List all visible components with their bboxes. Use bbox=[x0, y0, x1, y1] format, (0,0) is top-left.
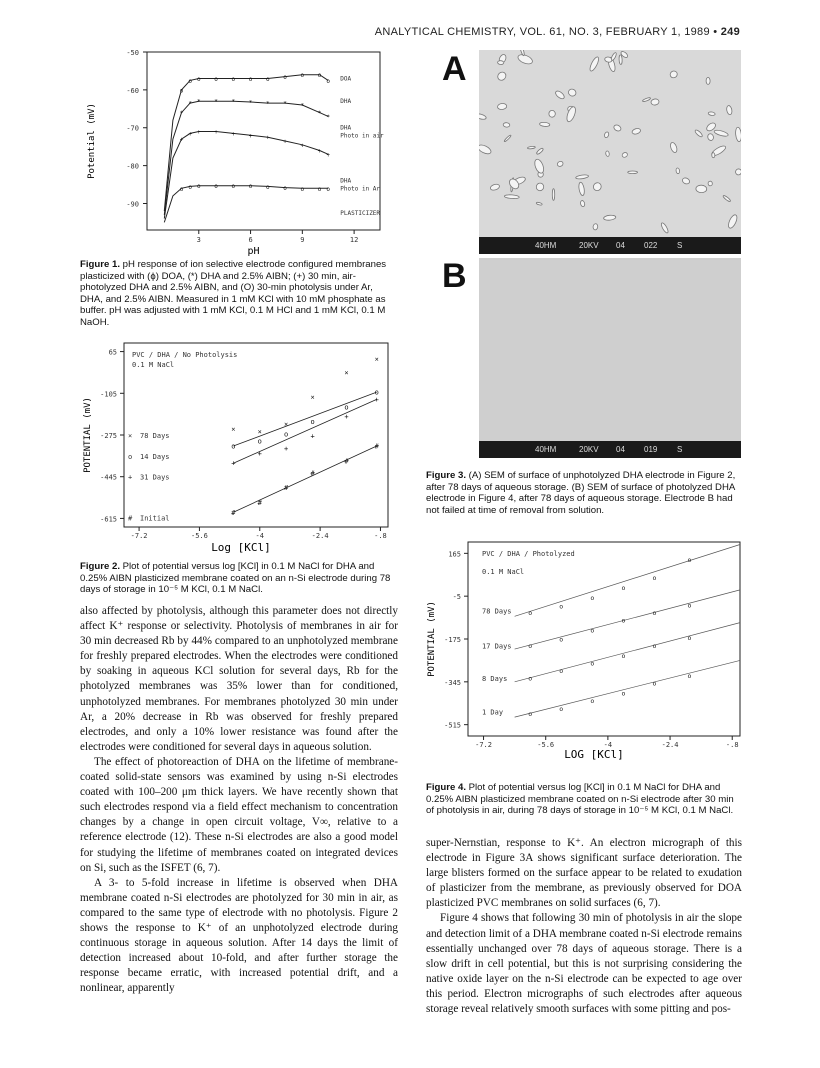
data-point: # bbox=[257, 498, 262, 507]
y-tick-label: -515 bbox=[444, 721, 461, 730]
data-point: o bbox=[528, 609, 533, 618]
surface-blister bbox=[497, 103, 507, 110]
data-point: o bbox=[652, 679, 657, 688]
data-point: + bbox=[374, 395, 379, 404]
data-point: # bbox=[231, 508, 236, 517]
surface-blister bbox=[669, 142, 678, 154]
x-tick-label: -2.4 bbox=[661, 741, 679, 749]
data-point: + bbox=[196, 129, 201, 137]
surface-blister bbox=[552, 189, 554, 201]
x-tick-label: -2.4 bbox=[311, 532, 329, 540]
y-tick-label: 65 bbox=[108, 348, 117, 357]
y-tick-label: -60 bbox=[126, 86, 139, 95]
data-point: o bbox=[284, 430, 289, 439]
y-tick-label: -50 bbox=[126, 49, 139, 57]
data-point: o bbox=[326, 185, 331, 193]
data-point: + bbox=[266, 134, 270, 142]
y-tick-label: -275 bbox=[100, 432, 117, 440]
data-point: o bbox=[621, 651, 626, 660]
data-point: o bbox=[374, 388, 379, 397]
series-label: DOA bbox=[340, 75, 352, 83]
surface-blister bbox=[735, 127, 741, 142]
surface-blister bbox=[517, 53, 534, 66]
x-tick-label: -.8 bbox=[374, 532, 387, 540]
surface-blister bbox=[619, 55, 622, 65]
sem-b-s: S bbox=[677, 445, 683, 454]
figure4-caption bbox=[426, 782, 742, 817]
surface-blister bbox=[726, 105, 733, 115]
surface-blister bbox=[694, 129, 703, 138]
figure1-chart bbox=[80, 44, 392, 256]
data-point: * bbox=[214, 98, 218, 106]
data-point: o bbox=[317, 72, 322, 80]
data-point: o bbox=[300, 72, 305, 80]
surface-blister bbox=[504, 135, 512, 143]
data-point: * bbox=[326, 113, 331, 121]
series-label: PLASTICIZER bbox=[340, 209, 381, 217]
surface-blister bbox=[549, 110, 556, 117]
series-fit-line bbox=[515, 623, 740, 682]
surface-blister bbox=[669, 70, 678, 79]
sem-a-blisters bbox=[479, 50, 741, 237]
surface-blister bbox=[527, 146, 535, 149]
sem-b-scale-bar bbox=[479, 441, 741, 458]
y-tick-label: -175 bbox=[444, 636, 461, 644]
data-point: o bbox=[196, 76, 201, 84]
data-point: # bbox=[374, 442, 379, 451]
data-point: o bbox=[266, 76, 270, 84]
data-point: o bbox=[590, 659, 595, 668]
legend-label: 31 Days bbox=[140, 473, 170, 482]
y-tick-label: -80 bbox=[126, 162, 139, 171]
surface-blister bbox=[734, 168, 741, 176]
data-point: + bbox=[214, 129, 218, 137]
chart-title-line1: PVC / DHA / No Photolysis bbox=[132, 351, 238, 359]
data-point: o bbox=[687, 556, 692, 565]
data-point: o bbox=[652, 609, 657, 618]
x-axis-label: Log [KCl] bbox=[211, 541, 271, 554]
sem-a-kv: 20KV bbox=[579, 241, 599, 250]
surface-blister bbox=[479, 143, 492, 155]
y-axis-label: POTENTIAL (mV) bbox=[83, 397, 93, 473]
data-point: + bbox=[300, 142, 305, 150]
data-point: o bbox=[326, 77, 331, 85]
data-point: * bbox=[283, 100, 287, 108]
surface-blister bbox=[504, 194, 519, 199]
surface-blister bbox=[567, 88, 577, 97]
legend-marker: # bbox=[128, 514, 133, 523]
x-tick-label: -7.2 bbox=[130, 532, 148, 540]
x-tick-label: 9 bbox=[300, 236, 305, 244]
y-tick-label: -345 bbox=[444, 678, 461, 687]
sem-b-mag: 04 bbox=[616, 445, 625, 454]
data-point: o bbox=[652, 573, 657, 582]
journal-citation: ANALYTICAL CHEMISTRY, VOL. 61, NO. 3, FEBRUARY 1, 1989 bbox=[374, 26, 710, 38]
data-point: × bbox=[231, 425, 236, 434]
figure4-chart bbox=[424, 536, 742, 760]
sem-b-scale: 40HM bbox=[535, 445, 557, 454]
paragraph: also affected by photolysis, although this parameter does not directly affect K⁺ response or selectivity. Photolysis of membranes in air for 30 min decreased Rb by 44% compared to an unphotolyzed membrane for freshly prepared electrodes. When the electrodes were conditioned by soaking in aqueous KCl solution for several days, Rb for the photolyzed membranes was 35% lower than for conditioned, unphotolyzed membranes. For membranes photolyzed 30 min under Ar, a 20% decrease in Rb was observed for freshly prepared electrodes, and only a 10% lower resistance was found after the electrodes were conditioned for several days in aqueous solution. bbox=[80, 605, 398, 753]
surface-blister bbox=[727, 214, 739, 230]
paragraph: The effect of photoreaction of DHA on the lifetime of membrane-coated solid-state sensors was examined by using n-Si electrodes coated with 100–200 μm thick layers. We have recently shown that such electrodes respond via a field effect mechanism to concentration changes by a change in open circuit voltage, V∞, relative to a reference electrode (12). These n-Si electrodes are also a good model for studying the lifetime of membranes coated on integrated devices on Si, such as the ISFET (6, 7). bbox=[80, 755, 398, 874]
surface-blister bbox=[722, 195, 731, 203]
series-fit-line bbox=[515, 660, 740, 717]
sem-image-a bbox=[479, 50, 741, 254]
surface-blister bbox=[580, 200, 585, 207]
series-fit-line bbox=[233, 392, 376, 446]
data-point: + bbox=[231, 130, 236, 138]
paragraph: super-Nernstian, response to K⁺. An electron micrograph of this electrode in Figure 3A shows significant surface deterioration. The large blisters formed on the surface appear to be related to exudation of plasticizer from the membrane, as previously observed for DOA plasticized PVC membranes on solid surfaces (6, 7). bbox=[426, 837, 742, 910]
series-label: DHA bbox=[340, 98, 352, 106]
data-point: o bbox=[528, 709, 533, 718]
y-tick-label: -615 bbox=[100, 515, 117, 524]
data-point: o bbox=[188, 183, 192, 191]
surface-blister bbox=[706, 77, 710, 84]
surface-blister bbox=[696, 185, 707, 193]
surface-blister bbox=[588, 56, 600, 72]
surface-blister bbox=[628, 171, 638, 174]
y-tick-label: 165 bbox=[448, 550, 461, 559]
data-point: o bbox=[317, 185, 322, 193]
right-column-text bbox=[426, 836, 742, 1017]
series-line bbox=[164, 98, 331, 215]
figure2-caption-text: Plot of potential versus log [KCl] in 0.1 M NaCl for DHA and 0.25% AIBN plasticized membrane coated on an n-Si electrode during 78 days of storage in 10⁻⁵ M KCl, 0.1 M NaCl. bbox=[80, 561, 391, 596]
series-fit-line bbox=[233, 399, 376, 466]
series-fit-line bbox=[515, 590, 740, 649]
surface-blister bbox=[651, 98, 660, 105]
surface-blister bbox=[610, 52, 617, 61]
paragraph: Figure 4 shows that following 30 min of photolysis in air the slope and detection limit of a DHA membrane coated n-Si electrode remains essentially unchanged over 78 days of aqueous storage. There is a slow drift in cell potential, but this is not surprising considering the native oxide layer on the n-Si electrode can be expected to age over this period. Electron micrographs of such electrodes after aqueous storage reveal relatively smooth surfaces with some pitting and pos- bbox=[426, 912, 742, 1016]
series-label: DHA bbox=[340, 124, 352, 132]
data-point: o bbox=[687, 672, 692, 681]
data-point: + bbox=[284, 444, 289, 453]
chart-title-line1: PVC / DHA / Photolyzed bbox=[482, 550, 575, 558]
sem-b-id: 019 bbox=[644, 445, 658, 454]
data-point: × bbox=[374, 355, 379, 364]
surface-blister bbox=[536, 202, 542, 206]
series-label-line2: Photo in Ar bbox=[340, 185, 381, 193]
surface-blister bbox=[490, 183, 501, 191]
data-point: o bbox=[300, 185, 305, 193]
surface-blister bbox=[631, 128, 641, 135]
data-point: o bbox=[559, 635, 564, 644]
data-point: o bbox=[687, 634, 692, 643]
data-point: o bbox=[214, 76, 218, 84]
data-point: o bbox=[196, 183, 201, 191]
data-point: × bbox=[310, 393, 315, 402]
data-point: o bbox=[528, 641, 533, 650]
data-point: o bbox=[231, 183, 236, 191]
sem-a-mag: 04 bbox=[616, 241, 625, 250]
surface-blister bbox=[681, 177, 690, 185]
legend-marker: × bbox=[128, 432, 133, 440]
legend-label: 78 Days bbox=[140, 432, 170, 440]
header-bullet: • bbox=[713, 26, 718, 38]
surface-blister bbox=[497, 60, 504, 64]
data-point: o bbox=[621, 583, 626, 592]
data-point: + bbox=[283, 138, 287, 146]
data-point: + bbox=[326, 151, 331, 159]
surface-blister bbox=[479, 113, 487, 120]
data-point: * bbox=[300, 102, 305, 110]
data-point: o bbox=[687, 601, 692, 610]
sem-a-scale-bar bbox=[479, 237, 741, 254]
surface-blister bbox=[554, 90, 565, 101]
data-point: * bbox=[179, 110, 184, 118]
data-point: o bbox=[257, 437, 262, 446]
data-point: o bbox=[559, 602, 564, 611]
surface-blister bbox=[535, 182, 544, 192]
x-tick-label: 12 bbox=[349, 236, 359, 244]
paragraph: A 3- to 5-fold increase in lifetime is observed when DHA membrane coated n-Si electrodes are photolyzed for 30 min in air, as compared to the same type of electrode with no photolysis. Figure 2 shows the response to K⁺ of an unphotolyzed electrode during continuous storage in aqueous solution. After 14 days the limit of detection increased about 10-fold, and after further storage the response became erratic, with increased potential drift, and a nonlinear, apparently bbox=[80, 876, 398, 995]
data-point: o bbox=[621, 616, 626, 625]
surface-blister bbox=[539, 122, 550, 127]
data-point: o bbox=[248, 183, 253, 191]
data-point: + bbox=[310, 432, 315, 441]
data-point: o bbox=[590, 626, 595, 635]
surface-blister bbox=[707, 133, 714, 141]
surface-blister bbox=[708, 111, 715, 115]
legend-label: 78 Days bbox=[482, 607, 512, 616]
data-point: * bbox=[317, 110, 322, 118]
surface-blister bbox=[708, 181, 713, 186]
figure1-caption bbox=[80, 259, 398, 329]
figure3-panel-a-label: A bbox=[442, 50, 467, 88]
data-point: o bbox=[214, 183, 218, 191]
data-point: × bbox=[257, 427, 262, 436]
surface-blister bbox=[642, 97, 651, 102]
y-tick-label: -90 bbox=[126, 200, 139, 209]
data-point: * bbox=[231, 98, 236, 106]
surface-blister bbox=[565, 106, 577, 123]
sem-b-kv: 20KV bbox=[579, 445, 599, 454]
data-point: o bbox=[266, 183, 270, 191]
data-point: o bbox=[283, 185, 287, 193]
data-point: o bbox=[231, 442, 236, 451]
data-point: + bbox=[317, 147, 322, 155]
surface-blister bbox=[603, 215, 616, 221]
x-tick-label: -.8 bbox=[725, 741, 739, 749]
x-tick-label: -4 bbox=[255, 532, 264, 540]
data-point: + bbox=[344, 413, 349, 422]
data-point: # bbox=[344, 457, 349, 466]
surface-blister bbox=[604, 131, 610, 138]
data-point: + bbox=[248, 132, 253, 140]
legend-label: 14 Days bbox=[140, 452, 170, 461]
data-point: + bbox=[231, 459, 236, 468]
surface-blister bbox=[536, 147, 544, 155]
x-axis-label: LOG [KCl] bbox=[564, 748, 624, 760]
data-point: o bbox=[248, 76, 253, 84]
figure1-caption-label: Figure 1. bbox=[80, 259, 120, 270]
legend-marker: + bbox=[128, 473, 133, 482]
surface-blister bbox=[660, 222, 669, 234]
data-point: * bbox=[266, 100, 270, 108]
y-tick-label: -70 bbox=[126, 124, 139, 133]
data-point: o bbox=[559, 704, 564, 713]
data-point: o bbox=[283, 74, 287, 82]
figure3-caption bbox=[426, 470, 742, 516]
surface-blister bbox=[676, 168, 680, 174]
x-axis-label: pH bbox=[247, 246, 260, 256]
data-point: o bbox=[179, 185, 184, 193]
legend-label: 1 Day bbox=[482, 708, 504, 717]
page-number: 249 bbox=[720, 26, 740, 38]
data-point: + bbox=[179, 136, 184, 144]
sem-a-id: 022 bbox=[644, 241, 658, 250]
data-point: × bbox=[284, 420, 289, 429]
y-axis-label: POTENTIAL (mV) bbox=[427, 601, 437, 677]
surface-blister bbox=[496, 70, 507, 81]
figure1-caption-text: pH response of ion selective electrode configured membranes plasticized with (ϕ) DOA, (*) DHA and 2.5% AIBN; (+) 30 min, air-photolyzed DHA and 2.5% AIBN, and (O) 30-min photolysis under Ar, DHA, and 2.5% AIBN. Measured in 1 mM KCl with 10 mM phosphate as buffer. pH was adjusted with 1 mM KCl, 0.1 M HCl and 1 mM KCl, 0.1 M NaOH. bbox=[80, 259, 387, 328]
data-point: × bbox=[344, 368, 349, 377]
y-tick-label: -105 bbox=[100, 390, 117, 399]
surface-blister bbox=[714, 129, 729, 137]
legend-label: Initial bbox=[140, 514, 170, 523]
surface-blister bbox=[613, 124, 622, 132]
sem-a-s: S bbox=[677, 241, 683, 250]
series-label-line2: Photo in air bbox=[340, 132, 384, 140]
y-tick-label: -445 bbox=[100, 473, 117, 482]
left-column-text bbox=[80, 604, 398, 996]
surface-blister bbox=[605, 151, 609, 157]
figure2-caption bbox=[80, 561, 398, 596]
data-point: o bbox=[590, 697, 595, 706]
data-point: # bbox=[284, 484, 289, 493]
series-fit-line bbox=[233, 446, 376, 512]
chart-title-line2: 0.1 M NaCl bbox=[482, 568, 525, 576]
data-point: o bbox=[528, 674, 533, 683]
data-point: o bbox=[310, 418, 315, 427]
x-tick-label: -7.2 bbox=[475, 741, 492, 749]
figure4-caption-label: Figure 4. bbox=[426, 782, 466, 793]
surface-blister bbox=[593, 223, 599, 230]
data-point: * bbox=[196, 98, 201, 106]
surface-blister bbox=[576, 174, 589, 179]
x-tick-label: -5.6 bbox=[537, 741, 555, 749]
data-point: o bbox=[344, 403, 349, 412]
surface-blister bbox=[621, 152, 628, 159]
x-tick-label: -4 bbox=[603, 741, 613, 749]
data-point: o bbox=[621, 689, 626, 698]
figure3-caption-text: (A) SEM of surface of unphotolyzed DHA electrode in Figure 2, after 78 days of aqueous storage. (B) SEM of surface of photolyzed DHA electrode in Figure 4, after 78 days of aqueous storage. Electrode B had not failed at time of removal from solution. bbox=[426, 470, 736, 516]
figure2-chart bbox=[80, 337, 398, 559]
data-point: o bbox=[590, 593, 595, 602]
data-point: * bbox=[188, 100, 192, 108]
figure3-panel-b-label: B bbox=[442, 257, 467, 295]
data-point: + bbox=[257, 449, 262, 458]
data-point: o bbox=[179, 87, 184, 95]
data-point: o bbox=[559, 666, 564, 675]
running-header bbox=[375, 26, 740, 38]
chart-title-line2: 0.1 M NaCl bbox=[132, 361, 175, 369]
series-label: DHA bbox=[340, 177, 352, 185]
y-tick-label: -5 bbox=[452, 593, 461, 602]
surface-blister bbox=[578, 182, 585, 196]
surface-blister bbox=[592, 181, 603, 192]
surface-blister bbox=[712, 153, 715, 158]
data-point: o bbox=[652, 641, 657, 650]
legend-marker: o bbox=[128, 452, 133, 461]
figure3-caption-label: Figure 3. bbox=[426, 470, 466, 481]
data-point: + bbox=[188, 130, 192, 138]
figure4-caption-text: Plot of potential versus log [KCl] in 0.1 M NaCl for DHA and 0.25% AIBN plasticized membrane coated on n-Si electrode after 30 min of photolysis in air, during 78 days of storage in 10⁻⁵ M KCl, 0.1 M NaCl. bbox=[426, 782, 734, 817]
x-tick-label: -5.6 bbox=[190, 532, 208, 540]
legend-label: 8 Days bbox=[482, 675, 508, 684]
data-point: * bbox=[248, 99, 253, 107]
sem-image-b bbox=[479, 258, 741, 458]
surface-blister bbox=[533, 158, 545, 174]
data-point: # bbox=[310, 469, 315, 478]
data-point: o bbox=[188, 77, 192, 85]
surface-blister bbox=[503, 122, 510, 127]
surface-blister bbox=[557, 161, 564, 168]
figure2-caption-label: Figure 2. bbox=[80, 561, 120, 572]
sem-a-scale: 40HM bbox=[535, 241, 557, 250]
y-axis-label: Potential (mV) bbox=[87, 103, 97, 179]
data-point: o bbox=[231, 76, 236, 84]
x-tick-label: 6 bbox=[248, 236, 253, 244]
legend-label: 17 Days bbox=[482, 642, 512, 651]
x-tick-label: 3 bbox=[196, 236, 201, 244]
